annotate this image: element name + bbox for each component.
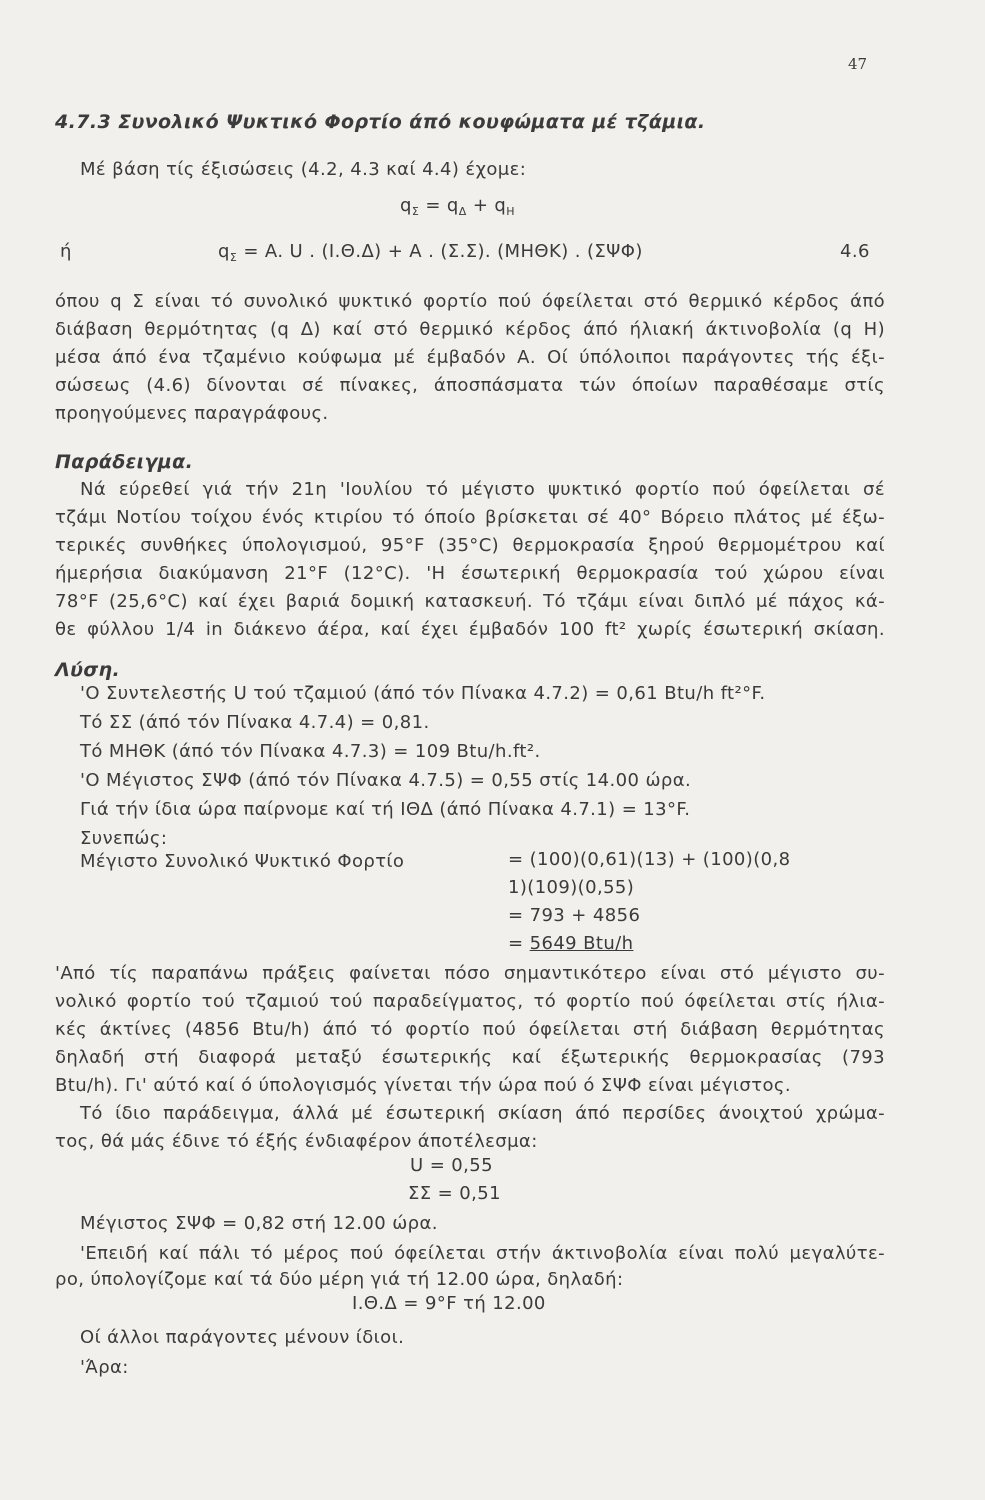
value-itd: Ι.Θ.Δ = 9°F τή 12.00 — [352, 1293, 546, 1314]
para1-line: όπου q Σ είναι τό συνολικό ψυκτικό φορτίο πού όφείλεται στό θερμικό κέρδος άπό — [55, 291, 885, 312]
calc-row-2: 1)(109)(0,55) — [508, 877, 635, 898]
para2-line: Btu/h). Γι' αύτό καί ό ύπολογισμός γίνεται τήν ώρα πού ό ΣΨΦ είναι μέγιστος. — [55, 1075, 791, 1096]
example-heading: Παράδειγμα. — [55, 451, 194, 473]
solution-line: Τό ΜΗΘΚ (άπό τόν Πίνακα 4.7.3) = 109 Btu/h.ft². — [80, 741, 541, 762]
para3-max: Μέγιστος ΣΨΦ = 0,82 στή 12.00 ώρα. — [80, 1213, 438, 1234]
example-line: 78°F (25,6°C) καί έχει βαριά δομική κατασκευή. Τό τζάμι είναι διπλό μέ πάχος κά- — [55, 591, 885, 612]
eq2-rhs: = A. U . (I.Θ.Δ) + A . (Σ.Σ). (ΜΗΘΚ) . (ΣΨΦ) — [243, 241, 643, 262]
para3-line: τος, θά μάς έδινε τό έξής ένδιαφέρον άποτέλεσμα: — [55, 1131, 538, 1152]
value-ss: ΣΣ = 0,51 — [408, 1183, 501, 1204]
calc-label: Μέγιστο Συνολικό Ψυκτικό Φορτίο — [80, 851, 405, 872]
para3-line: ρο, ύπολογίζομε καί τά δύο μέρη γιά τή 12.00 ώρα, δηλαδή: — [55, 1269, 624, 1290]
para2-line: δηλαδή στή διαφορά μεταξύ έσωτερικής καί έξωτερικής θερμοκρασίας (793 — [55, 1047, 885, 1068]
eq1-sub-sigma: Σ — [411, 205, 420, 218]
page-number: 47 — [848, 55, 868, 73]
para3-line: 'Άρα: — [80, 1357, 129, 1378]
solution-line: 'Ο Μέγιστος ΣΨΦ (άπό τόν Πίνακα 4.7.5) = 0,55 στίς 14.00 ώρα. — [80, 770, 692, 791]
example-line: Νά εύρεθεί γιά τήν 21η 'Ιουλίου τό μέγιστο ψυκτικό φορτίο πού όφείλεται σέ — [80, 479, 885, 500]
calc-result: 5649 Btu/h — [529, 933, 634, 954]
equation-2-or: ή — [60, 241, 72, 262]
solution-line: Γιά τήν ίδια ώρα παίρνομε καί τή ΙΘΔ (άπό Πίνακα 4.7.1) = 13°F. — [80, 799, 691, 820]
example-line: θε φύλλου 1/4 in διάκενο άέρα, καί έχει έμβαδόν 100 ft² χωρίς έσωτερική σκίαση. — [55, 619, 885, 640]
calc-eq: = — [508, 933, 524, 954]
eq1-sub-h: Η — [506, 205, 515, 218]
calc-row-1: = (100)(0,61)(13) + (100)(0,8 — [508, 849, 791, 870]
solution-line: Συνεπώς: — [80, 828, 168, 849]
para1-line: προηγούμενες παραγράφους. — [55, 403, 329, 424]
para2-line: 'Από τίς παραπάνω πράξεις φαίνεται πόσο σημαντικότερο είναι στό μέγιστο συ- — [55, 963, 885, 984]
calc-row-3: = 793 + 4856 — [508, 905, 641, 926]
solution-heading: Λύση. — [55, 659, 121, 681]
eq2-q: q — [218, 241, 230, 262]
calc-row-4 — [508, 932, 708, 956]
para1-line: σώσεως (4.6) δίνονται σέ πίνακες, άποσπάσματα τών όποίων παραθέσαμε στίς — [55, 375, 885, 396]
solution-line: 'Ο Συντελεστής U τού τζαμιού (άπό τόν Πίνακα 4.7.2) = 0,61 Btu/h ft²°F. — [80, 683, 766, 704]
para3-line: Οί άλλοι παράγοντες μένουν ίδιοι. — [80, 1327, 405, 1348]
value-u: U = 0,55 — [410, 1155, 493, 1176]
eq1-plus: + q — [472, 195, 507, 216]
section-title: 4.7.3 Συνολικό Ψυκτικό Φορτίο άπό κουφώματα μέ τζάμια. — [55, 111, 706, 133]
para2-line: νολικό φορτίο τού τζαμιού τού παραδείγματος, τό φορτίο πού όφείλεται στίς ήλια- — [55, 991, 885, 1012]
eq1-sub-delta: Δ — [458, 205, 467, 218]
para2-line: κές άκτίνες (4856 Btu/h) άπό τό φορτίο πού όφείλεται στή διάβαση θερμότητας — [55, 1019, 885, 1040]
equation-1 — [400, 194, 700, 224]
para3-line: 'Επειδή καί πάλι τό μέρος πού όφείλεται στήν άκτινοβολία είναι πολύ μεγαλύτε- — [80, 1243, 885, 1264]
para3-line: Τό ίδιο παράδειγμα, άλλά μέ έσωτερική σκίαση άπό περσίδες άνοιχτού χρώμα- — [80, 1103, 885, 1124]
para1-line: διάβαση θερμότητας (q Δ) καί στό θερμικό κέρδος άπό ήλιακή άκτινοβολία (q Η) — [55, 319, 885, 340]
equation-2 — [218, 240, 738, 270]
example-line: τζάμι Νοτίου τοίχου ένός κτιρίου τό όποίο βρίσκεται σέ 40° Βόρειο πλάτος μέ έξω- — [55, 507, 885, 528]
eq2-sub: Σ — [229, 251, 238, 264]
para1-line: μέσα άπό ένα τζαμένιο κούφωμα μέ έμβαδόν Α. Οί ύπόλοιποι παράγοντες τής έξι- — [55, 347, 885, 368]
eq1-rhs: = q — [425, 195, 459, 216]
solution-line: Τό ΣΣ (άπό τόν Πίνακα 4.7.4) = 0,81. — [80, 712, 430, 733]
eq1-q: q — [400, 195, 412, 216]
intro-line: Μέ βάση τίς έξισώσεις (4.2, 4.3 καί 4.4) έχομε: — [80, 159, 527, 180]
equation-number: 4.6 — [840, 241, 870, 262]
example-line: ήμερήσια διακύμανση 21°F (12°C). 'Η έσωτερική θερμοκρασία τού χώρου είναι — [55, 563, 885, 584]
example-line: τερικές συνθήκες ύπολογισμού, 95°F (35°C) θερμοκρασία ξηρού θερμομέτρου καί — [55, 535, 885, 556]
